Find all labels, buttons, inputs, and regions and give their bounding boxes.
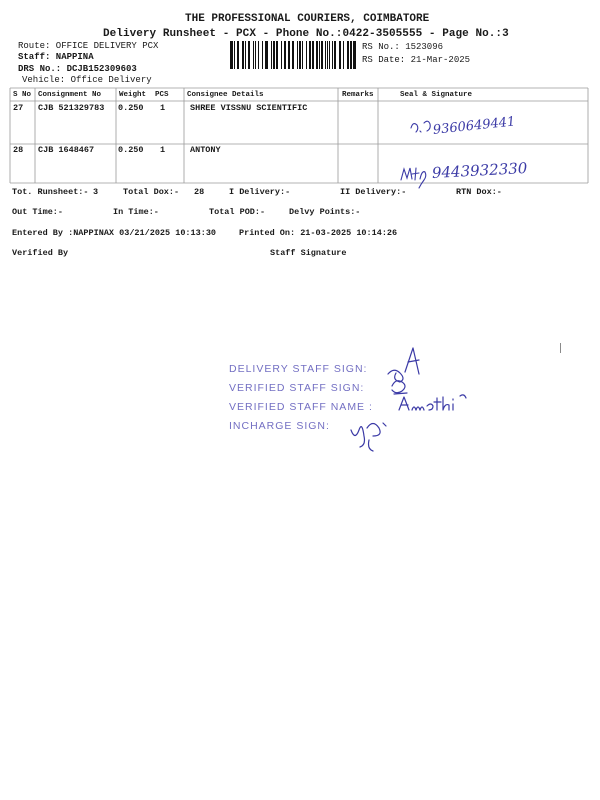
drs-number-field: DRS No.: DCJB152309603 <box>18 64 137 74</box>
staff-signature-label: Staff Signature <box>270 248 347 258</box>
total-pod-label: Total POD:- <box>209 207 266 217</box>
in-time-label: In Time:- <box>113 207 159 217</box>
column-header-remarks: Remarks <box>342 91 374 99</box>
column-header-consignment: Consignment No <box>38 91 102 99</box>
stamp-delivery-staff-sign: DELIVERY STAFF SIGN: <box>229 363 368 375</box>
row-sno: 27 <box>13 103 24 113</box>
column-header-signature: Seal & Signature <box>400 91 473 99</box>
column-header-sno: S No <box>13 91 32 99</box>
column-header-pcs: PCS <box>155 91 169 99</box>
tot-runsheet-value: 3 <box>93 187 99 197</box>
stamp-verified-staff-sign: VERIFIED STAFF SIGN: <box>229 382 365 394</box>
rs-date-field: RS Date: 21-Mar-2025 <box>362 55 471 65</box>
row-pcs: 1 <box>160 103 166 113</box>
column-header-consignee: Consignee Details <box>187 91 264 99</box>
rs-number-field: RS No.: 1523096 <box>362 42 444 52</box>
row-handwritten-phone: 9360649441 <box>432 114 517 138</box>
row-consignee: SHREE VISSNU SCIENTIFIC <box>190 103 308 113</box>
out-time-label: Out Time:- <box>12 207 64 217</box>
column-header-weight: Weight <box>119 91 147 99</box>
row-weight: 0.250 <box>118 145 144 155</box>
rtn-dox-label: RTN Dox:- <box>456 187 502 197</box>
stamp-verified-staff-name: VERIFIED STAFF NAME : <box>229 401 373 413</box>
company-name: THE PROFESSIONAL COURIERS, COIMBATORE <box>185 13 430 25</box>
signature-scribble <box>392 381 407 394</box>
delvy-points-label: Delvy Points:- <box>289 207 361 217</box>
runsheet-title: Delivery Runsheet - PCX - Phone No.:0422-3505555 - Page No.:3 <box>103 28 509 40</box>
stamp-incharge-sign: INCHARGE SIGN: <box>229 420 330 432</box>
signature-scribble <box>351 423 386 451</box>
signature-scribble <box>388 348 419 382</box>
tot-runsheet-label: Tot. Runsheet:- <box>12 187 89 197</box>
row-sno: 28 <box>13 145 24 155</box>
table-signature-scribbles <box>0 0 600 200</box>
signature-scribble <box>401 168 426 188</box>
row-pcs: 1 <box>160 145 166 155</box>
signature-scribble <box>411 121 430 132</box>
row-weight: 0.250 <box>118 103 144 113</box>
vehicle-field: Vehicle: Office Delivery <box>22 75 152 85</box>
printed-on: Printed On: 21-03-2025 10:14:26 <box>239 228 398 238</box>
verified-by-label: Verified By <box>12 248 69 258</box>
staff-field: Staff: NAPPINA <box>18 52 94 62</box>
row-handwritten-phone: 9443932330 <box>431 159 528 182</box>
i-delivery-label: I Delivery:- <box>229 187 291 197</box>
entered-by: Entered By :NAPPINAX 03/21/2025 10:13:30 <box>12 228 217 238</box>
row-consignment-no: CJB 1648467 <box>38 145 95 155</box>
route-field: Route: OFFICE DELIVERY PCX <box>18 41 159 51</box>
row-consignment-no: CJB 521329783 <box>38 103 105 113</box>
total-dox-label: Total Dox:- <box>123 187 180 197</box>
signature-scribble <box>399 395 466 410</box>
ii-delivery-label: II Delivery:- <box>340 187 407 197</box>
row-consignee: ANTONY <box>190 145 221 155</box>
total-dox-value: 28 <box>194 187 205 197</box>
stamp-signature-scribbles <box>0 330 600 470</box>
